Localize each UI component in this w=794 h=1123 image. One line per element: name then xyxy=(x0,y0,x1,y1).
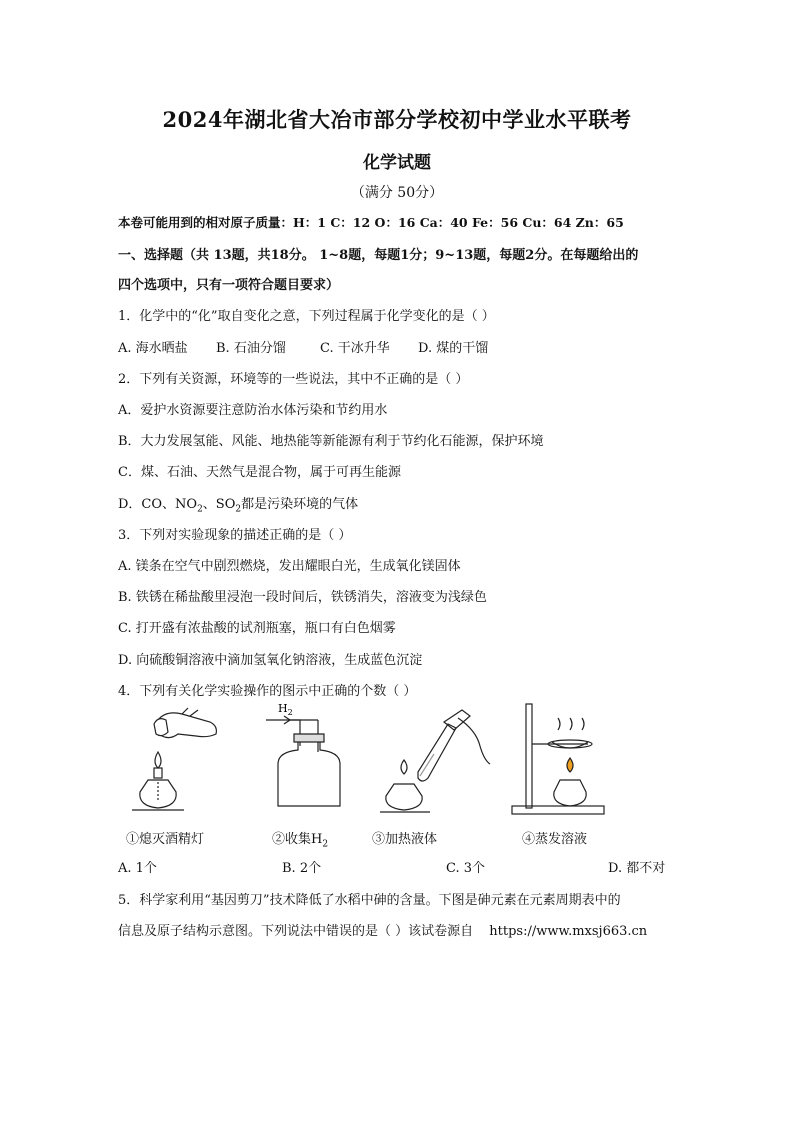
evaporation-setup-illustration xyxy=(512,704,604,814)
q2-option-c: C．煤、石油、天然气是混合物，属于可再生能源 xyxy=(118,465,401,480)
alcohol-lamp-1-illustration xyxy=(132,752,184,810)
figure-caption-1: ①熄灭酒精灯 xyxy=(126,832,205,847)
question-4-stem: 4．下列有关化学实验操作的图示中正确的个数（ ） xyxy=(118,684,417,699)
full-score-note: （满分 50分） xyxy=(350,185,444,201)
q4-option-a: A. 1个 xyxy=(118,861,157,876)
q1-option-d: D. 煤的干馏 xyxy=(418,341,489,356)
h2-label: $H_2$ xyxy=(278,702,293,717)
q1-option-c: C. 干冰升华 xyxy=(320,341,390,356)
q2-option-a: A．爱护水资源要注意防治水体污染和节约用水 xyxy=(118,403,388,418)
question-5-line2 xyxy=(118,920,647,939)
atomic-masses-note: 本卷可能用到的相对原子质量：H：1 C：12 O：16 Ca：40 Fe：56 Cu：64 Zn：65 xyxy=(118,215,624,230)
q4-option-c: C. 3个 xyxy=(446,861,486,876)
q2-option-d xyxy=(118,493,358,515)
question-3-stem: 3．下列对实验现象的描述正确的是（ ） xyxy=(118,528,352,543)
question-2-stem: 2．下列有关资源，环境等的一些说法，其中不正确的是（ ） xyxy=(118,372,469,387)
q1-option-b: B. 石油分馏 xyxy=(216,341,286,356)
q2-d-prefix: D．CO、NO xyxy=(118,497,198,512)
q2-option-b: B．大力发展氢能、风能、地热能等新能源有利于节约化石能源，保护环境 xyxy=(118,434,544,449)
q1-option-a: A. 海水晒盐 xyxy=(118,341,188,356)
figure-caption-2: ②收集$H_2$ xyxy=(272,832,329,850)
q4-option-d: D. 都不对 xyxy=(608,861,666,876)
q2-d-sub2: 2 xyxy=(235,504,242,515)
figure-caption-3: ③加热液体 xyxy=(372,832,438,847)
exam-subject: 化学试题 xyxy=(363,153,431,173)
question-1-options xyxy=(118,337,488,356)
q2-d-suffix: 都是污染环境的气体 xyxy=(241,497,359,512)
figure-caption-4: ④蒸发溶液 xyxy=(522,832,588,847)
q2-d-sub1: 2 xyxy=(197,504,203,515)
section-heading-line1: 一、选择题（共 13题，共18分。 1~8题，每题1分；9~13题，每题2分。在每题给出的 xyxy=(118,248,639,263)
q3-option-d: D. 向硫酸铜溶液中滴加氢氧化钠溶液，生成蓝色沉淀 xyxy=(118,653,423,668)
gas-bottle-illustration xyxy=(266,716,340,806)
q2-d-mid: 、SO xyxy=(202,497,236,512)
q4-option-b: B. 2个 xyxy=(282,861,322,876)
question-1-stem: 1．化学中的“化”取自变化之意，下列过程属于化学变化的是（ ） xyxy=(118,309,495,324)
exam-title: 2024年湖北省大冶市部分学校初中学业水平联考 xyxy=(162,107,632,132)
question-5-line1: 5．科学家利用“基因剪刀”技术降低了水稻中砷的含量。下图是砷元素在元素周期表中的 xyxy=(118,893,621,908)
q3-option-b: B. 铁锈在稀盐酸里浸泡一段时间后，铁锈消失，溶液变为浅绿色 xyxy=(118,590,487,605)
source-url-link[interactable]: https://www.mxsj663.cn xyxy=(489,924,648,939)
section-heading-line2: 四个选项中，只有一项符合题目要求） xyxy=(118,278,340,293)
q3-option-a: A. 镁条在空气中剧烈燃烧，发出耀眼白光，生成氧化镁固体 xyxy=(118,559,461,574)
hand-with-cap-illustration xyxy=(154,708,216,738)
q3-option-c: C. 打开盛有浓盐酸的试剂瓶塞，瓶口有白色烟雾 xyxy=(118,621,396,636)
q5-line2-text: 信息及原子结构示意图。下列说法中错误的是（ ）该试卷源自 xyxy=(118,924,474,939)
lab-operations-figure xyxy=(118,702,678,820)
test-tube-heating-illustration xyxy=(380,710,490,812)
